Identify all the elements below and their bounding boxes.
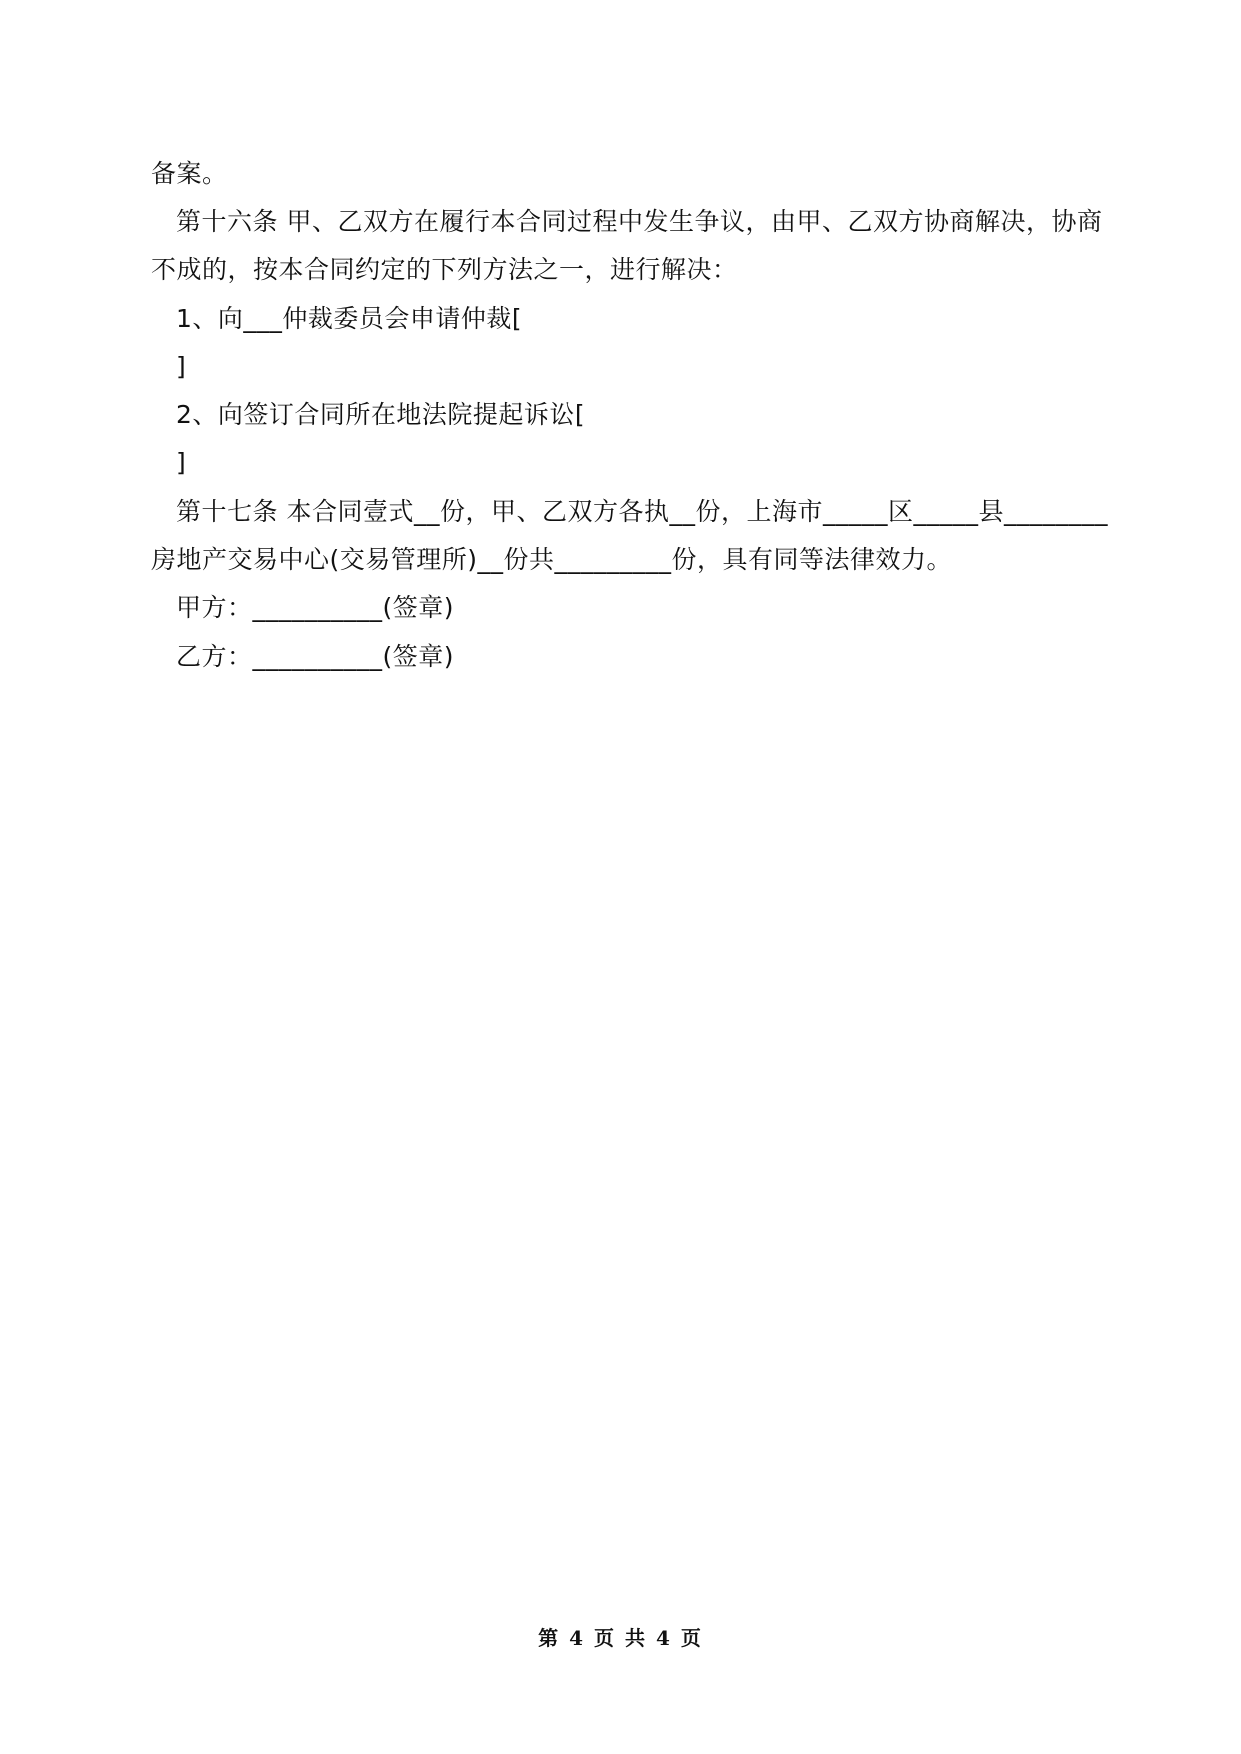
option-litigation: 2、向签订合同所在地法院提起诉讼[	[176, 400, 586, 429]
text-line-filing: 备案。	[151, 159, 228, 188]
party-b-signature-line: 乙方：__________(签章)	[176, 642, 455, 671]
article-17-line-1: 第十七条 本合同壹式__份，甲、乙双方各执__份，上海市_____区_____县________	[176, 497, 1108, 526]
option-litigation-bracket: ]	[176, 448, 187, 477]
article-17-line-2: 房地产交易中心(交易管理所)__份共_________份，具有同等法律效力。	[151, 545, 953, 574]
option-arbitration-bracket: ]	[176, 352, 187, 381]
article-16-line-1: 第十六条 甲、乙双方在履行本合同过程中发生争议，由甲、乙双方协商解决，协商	[176, 207, 1103, 236]
page-number-footer: 第 4 页 共 4 页	[538, 1626, 703, 1650]
article-16-line-2: 不成的，按本合同约定的下列方法之一，进行解决：	[151, 255, 738, 284]
option-arbitration: 1、向___仲裁委员会申请仲裁[	[176, 304, 523, 333]
party-a-signature-line: 甲方：__________(签章)	[176, 593, 455, 622]
